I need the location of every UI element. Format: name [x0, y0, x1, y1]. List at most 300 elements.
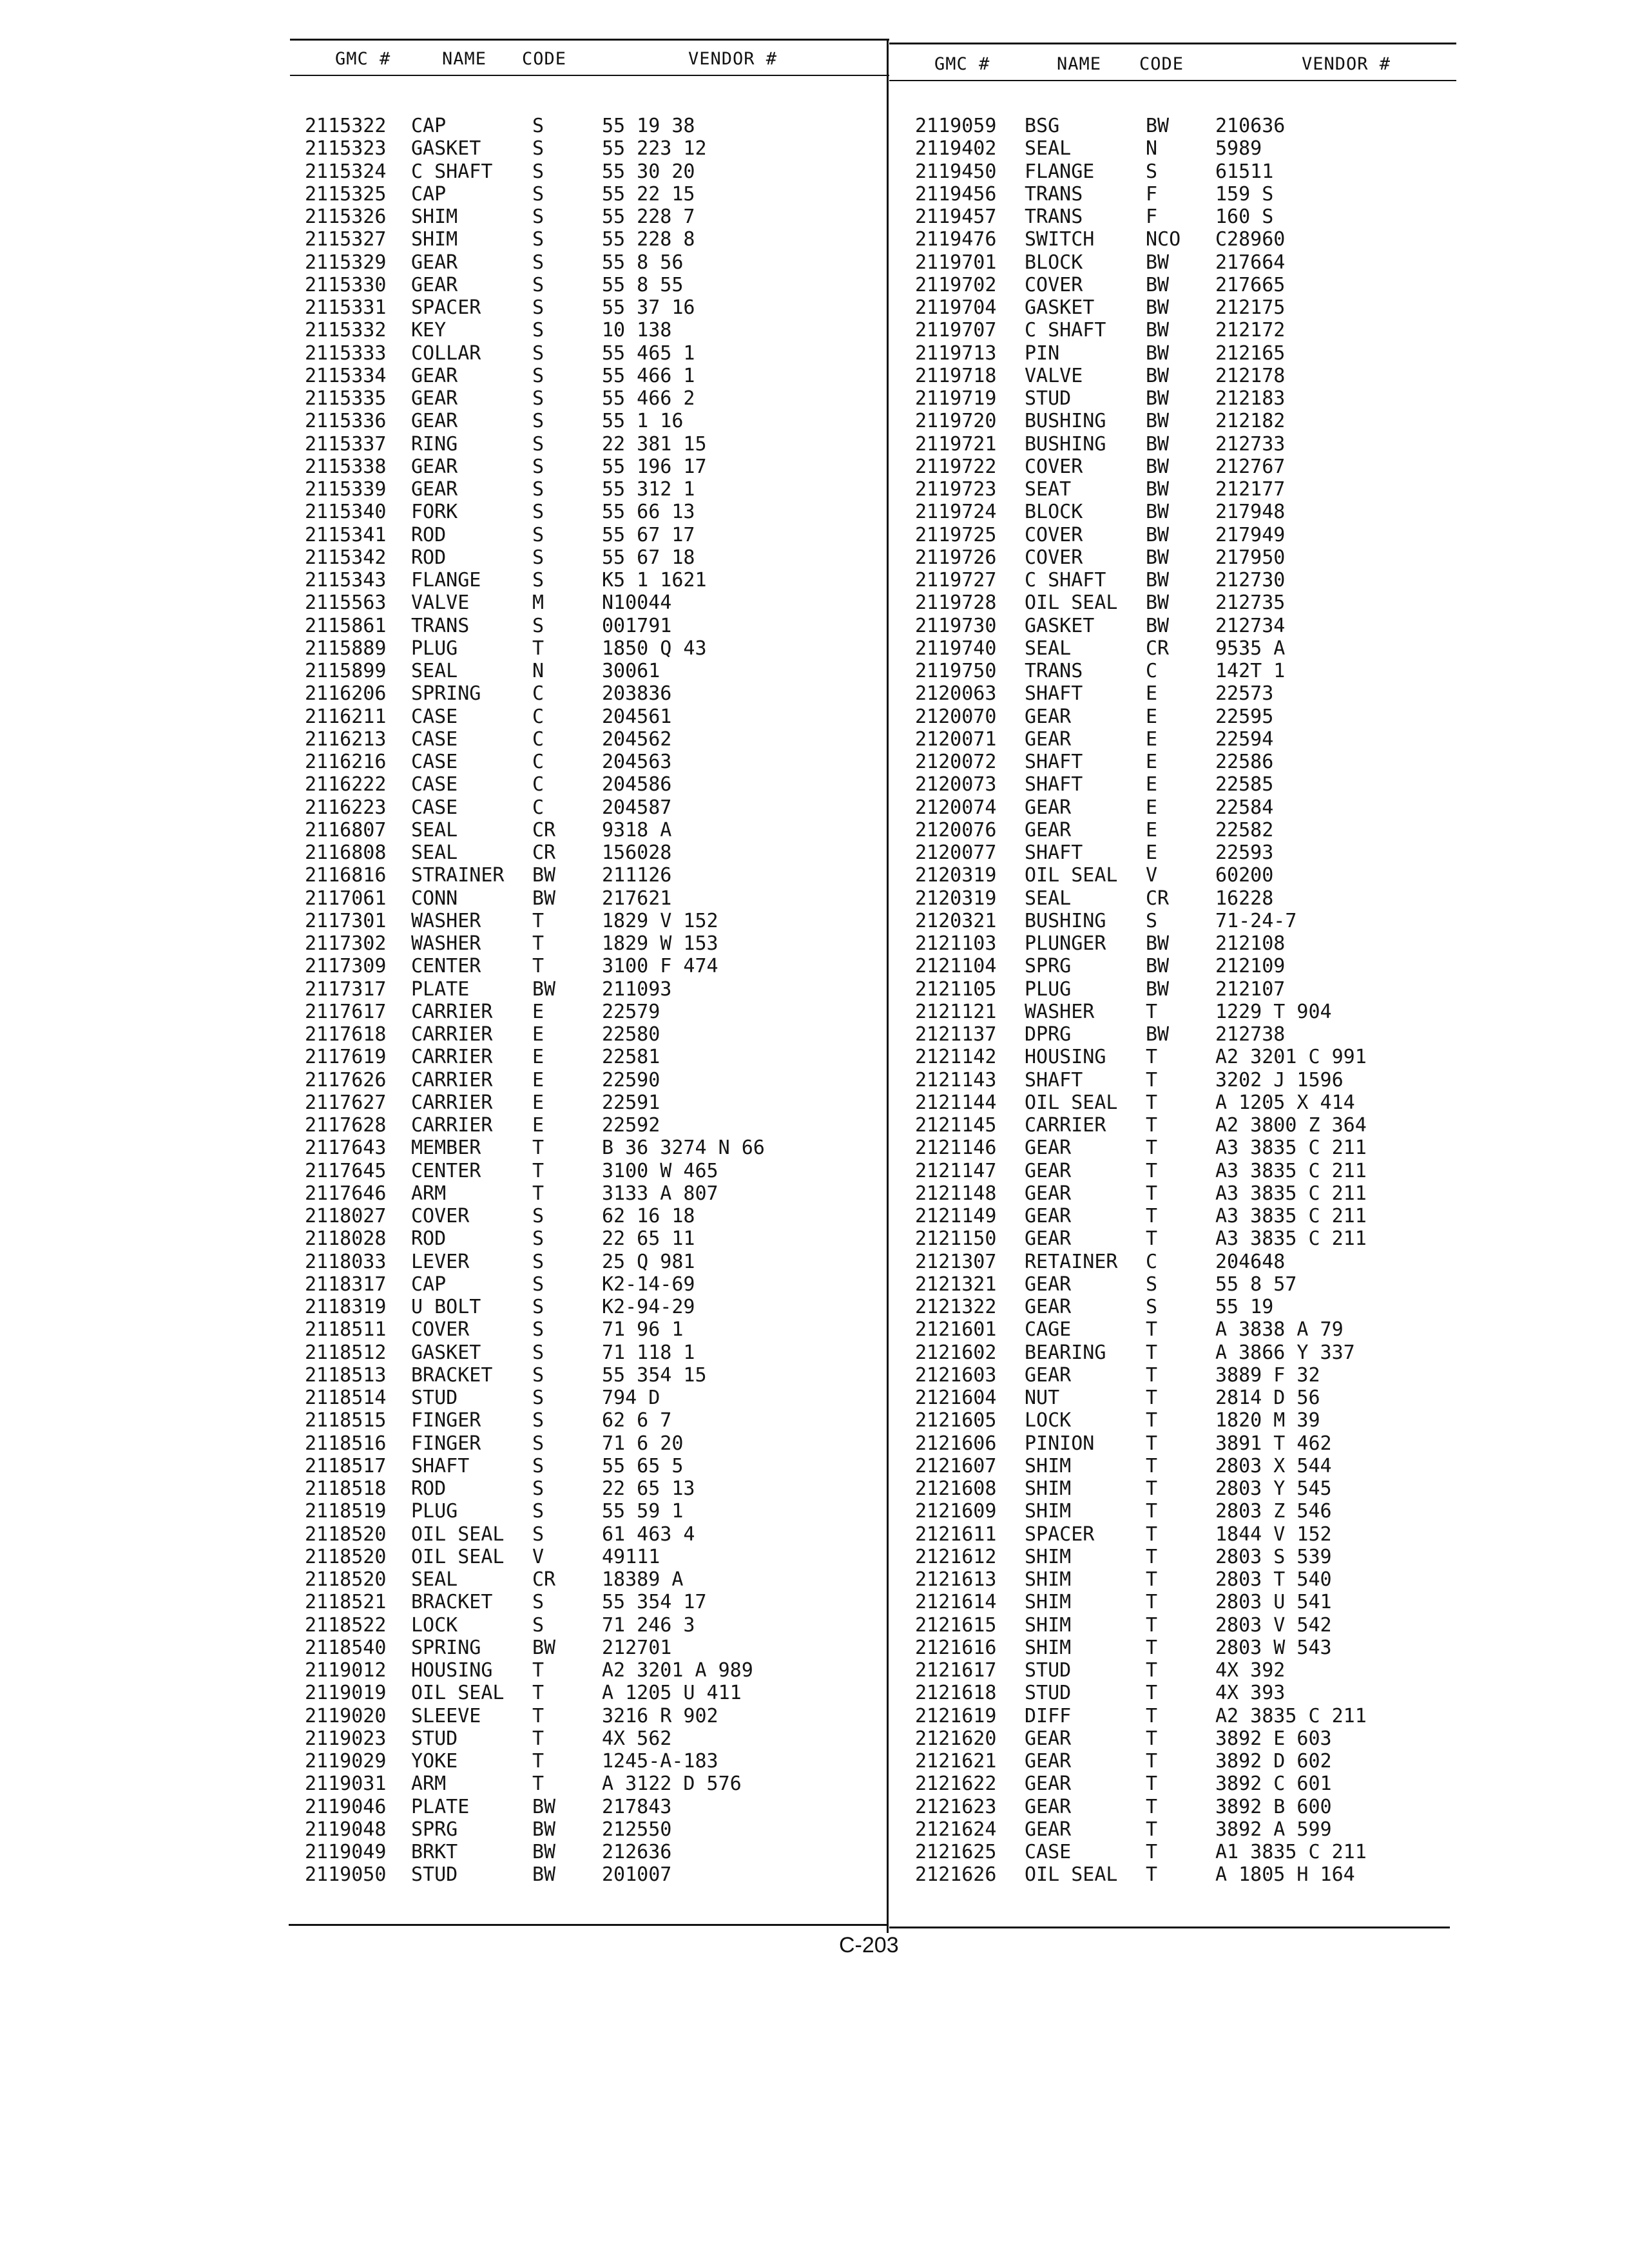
code: S [532, 523, 545, 546]
vendor-number: 22595 [1215, 705, 1274, 728]
part-row [0, 1387, 1629, 1409]
code: S [532, 1432, 545, 1455]
gmc-number: 2120071 [915, 727, 997, 751]
part-name: GEAR [1025, 818, 1072, 841]
part-name: BUSHING [1025, 432, 1106, 456]
part-name: SEAL [411, 841, 458, 864]
vendor-number: 2803 Z 546 [1215, 1500, 1332, 1523]
code: S [532, 1454, 545, 1477]
gmc-number: 2119750 [915, 660, 997, 682]
left-header-code: CODE [522, 49, 567, 69]
part-name: SEAL [411, 818, 458, 841]
vendor-number: 60200 [1215, 864, 1274, 887]
code: T [532, 1682, 545, 1705]
vendor-number: 22 65 13 [602, 1477, 695, 1500]
part-name: STUD [1025, 1682, 1072, 1705]
vendor-number: 212177 [1215, 478, 1286, 501]
code: BW [1146, 501, 1170, 524]
left-header-name: NAME [442, 49, 487, 69]
gmc-number: 2117628 [305, 1114, 387, 1137]
vendor-number: 217950 [1215, 546, 1286, 569]
part-row [0, 660, 1629, 682]
gmc-number: 2116223 [305, 796, 387, 819]
vendor-number: 3892 E 603 [1215, 1727, 1332, 1750]
part-name: SHIM [1025, 1636, 1072, 1659]
gmc-number: 2121104 [915, 955, 997, 978]
gmc-number: 2118027 [305, 1205, 387, 1227]
vendor-number: 212733 [1215, 432, 1286, 456]
gmc-number: 2119456 [915, 182, 997, 206]
vendor-number: 217664 [1215, 251, 1286, 274]
code: T [1146, 1795, 1158, 1818]
vendor-number: 22573 [1215, 682, 1274, 706]
gmc-number: 2121145 [915, 1114, 997, 1137]
part-name: FORK [411, 501, 458, 524]
gmc-number: 2121307 [915, 1250, 997, 1273]
vendor-number: 1829 W 153 [602, 932, 718, 955]
vendor-number: 204587 [602, 796, 672, 819]
vendor-number: 61 463 4 [602, 1523, 695, 1546]
part-row [0, 1160, 1629, 1182]
right-parts-list [0, 115, 1629, 1887]
code: S [532, 1250, 545, 1273]
part-name: TRANS [1025, 206, 1083, 228]
vendor-number: C28960 [1215, 228, 1286, 251]
code: BW [532, 887, 556, 910]
bottom-rule-right [889, 1927, 1450, 1928]
part-name: GASKET [411, 137, 481, 160]
gmc-number: 2117317 [305, 977, 387, 1001]
part-name: SHAFT [1025, 841, 1083, 864]
gmc-number: 2119023 [305, 1727, 387, 1750]
part-row [0, 387, 1629, 410]
gmc-number: 2119740 [915, 637, 997, 660]
code: BW [1146, 1023, 1170, 1046]
gmc-number: 2118522 [305, 1613, 387, 1637]
code: BW [1146, 591, 1170, 615]
gmc-number: 2117627 [305, 1091, 387, 1114]
vendor-number: 22586 [1215, 751, 1274, 773]
vendor-number: 203836 [602, 682, 672, 706]
code: S [532, 296, 545, 319]
gmc-number: 2119707 [915, 319, 997, 342]
vendor-number: 55 67 17 [602, 523, 695, 546]
gmc-number: 2118515 [305, 1409, 387, 1432]
part-row [0, 1477, 1629, 1500]
part-name: CENTER [411, 955, 481, 978]
part-name: SPRG [1025, 955, 1072, 978]
code: BW [1146, 955, 1170, 978]
code: BW [1146, 251, 1170, 274]
part-name: SHIM [411, 228, 458, 251]
part-name: OIL SEAL [1025, 591, 1118, 615]
part-name: PLUNGER [1025, 932, 1106, 955]
vendor-number: 22591 [602, 1091, 660, 1114]
code: E [1146, 773, 1158, 796]
part-row [0, 796, 1629, 819]
vendor-number: A3 3835 C 211 [1215, 1182, 1367, 1205]
part-name: SHIM [1025, 1591, 1072, 1614]
code: E [1146, 818, 1158, 841]
code: C [532, 682, 545, 706]
part-name: GEAR [1025, 727, 1072, 751]
code: T [532, 637, 545, 660]
gmc-number: 2116222 [305, 773, 387, 796]
vendor-number: 217665 [1215, 273, 1286, 296]
vendor-number: 55 196 17 [602, 455, 707, 478]
vendor-number: 22 381 15 [602, 432, 707, 456]
vendor-number: A 1805 H 164 [1215, 1863, 1355, 1887]
part-row [0, 1227, 1629, 1250]
code: T [532, 932, 545, 955]
code: T [1146, 1387, 1158, 1409]
code: T [1146, 1500, 1158, 1523]
part-name: BUSHING [1025, 410, 1106, 433]
code: S [532, 273, 545, 296]
part-name: BRACKET [411, 1591, 493, 1614]
code: CR [1146, 637, 1170, 660]
left-header-vendor: VENDOR # [688, 49, 778, 69]
gmc-number: 2121608 [915, 1477, 997, 1500]
part-row [0, 1205, 1629, 1227]
gmc-number: 2119730 [915, 614, 997, 637]
gmc-number: 2118518 [305, 1477, 387, 1500]
part-row [0, 1591, 1629, 1613]
part-row [0, 1273, 1629, 1296]
gmc-number: 2117626 [305, 1068, 387, 1091]
vendor-number: 22590 [602, 1068, 660, 1091]
part-name: BRKT [411, 1841, 458, 1863]
vendor-number: 1829 V 152 [602, 909, 718, 932]
vendor-number: 4X 392 [1215, 1659, 1286, 1682]
code: BW [1146, 387, 1170, 410]
code: T [1146, 1114, 1158, 1137]
header-rule-right [889, 80, 1456, 81]
code: E [532, 1114, 545, 1137]
code: BW [1146, 273, 1170, 296]
gmc-number: 2118516 [305, 1432, 387, 1455]
gmc-number: 2120072 [915, 751, 997, 773]
part-name: LOCK [1025, 1409, 1072, 1432]
vendor-number: 794 D [602, 1387, 660, 1409]
code: E [1146, 751, 1158, 773]
gmc-number: 2121143 [915, 1068, 997, 1091]
vendor-number: 9318 A [602, 818, 672, 841]
gmc-number: 2121614 [915, 1591, 997, 1614]
code: T [532, 955, 545, 978]
part-name: SPRING [411, 682, 481, 706]
code: S [532, 1341, 545, 1364]
part-row [0, 365, 1629, 387]
part-name: LOCK [411, 1613, 458, 1637]
code: M [532, 591, 545, 615]
code: S [532, 1409, 545, 1432]
part-name: SHIM [1025, 1545, 1072, 1568]
part-name: FLANGE [411, 569, 481, 591]
code: BW [1146, 341, 1170, 365]
gmc-number: 2118520 [305, 1568, 387, 1591]
gmc-number: 2119457 [915, 206, 997, 228]
part-name: PLUG [1025, 977, 1072, 1001]
vendor-number: 156028 [602, 841, 672, 864]
gmc-number: 2119402 [915, 137, 997, 160]
code: S [532, 1500, 545, 1523]
gmc-number: 2118540 [305, 1636, 387, 1659]
page-number: C-203 [839, 1933, 899, 1957]
gmc-number: 2121142 [915, 1046, 997, 1069]
vendor-number: 55 8 55 [602, 273, 684, 296]
vendor-number: A3 3835 C 211 [1215, 1205, 1367, 1227]
top-rule-right [889, 43, 1456, 44]
part-name: CASE [1025, 1841, 1072, 1863]
part-name: CARRIER [411, 1068, 493, 1091]
gmc-number: 2117643 [305, 1137, 387, 1160]
code: T [532, 1773, 545, 1796]
part-name: U BOLT [411, 1296, 481, 1318]
vendor-number: 55 228 7 [602, 206, 695, 228]
gmc-number: 2121607 [915, 1454, 997, 1477]
part-name: COLLAR [411, 341, 481, 365]
part-row [0, 342, 1629, 365]
gmc-number: 2119029 [305, 1750, 387, 1773]
code: S [532, 1318, 545, 1341]
part-row [0, 1409, 1629, 1432]
gmc-number: 2121146 [915, 1137, 997, 1160]
part-name: CENTER [411, 1159, 481, 1182]
part-row [0, 1750, 1629, 1773]
gmc-number: 2117061 [305, 887, 387, 910]
vendor-number: 62 6 7 [602, 1409, 672, 1432]
gmc-number: 2118517 [305, 1454, 387, 1477]
part-row [0, 137, 1629, 160]
part-name: SHIM [1025, 1454, 1072, 1477]
code: T [1146, 1863, 1158, 1887]
code: BW [532, 1818, 556, 1841]
vendor-number: 211126 [602, 864, 672, 887]
code: C [532, 727, 545, 751]
vendor-number: 49111 [602, 1545, 660, 1568]
gmc-number: 2118513 [305, 1363, 387, 1387]
vendor-number: 22584 [1215, 796, 1274, 819]
vendor-number: 2803 S 539 [1215, 1545, 1332, 1568]
gmc-number: 2119724 [915, 501, 997, 524]
gmc-number: 2121601 [915, 1318, 997, 1341]
code: S [532, 206, 545, 228]
part-name: COVER [1025, 523, 1083, 546]
part-name: GEAR [411, 410, 458, 433]
part-name: CASE [411, 727, 458, 751]
code: E [1146, 705, 1158, 728]
part-row [0, 864, 1629, 887]
gmc-number: 2120321 [915, 909, 997, 932]
gmc-number: 2119059 [915, 115, 997, 137]
code: BW [532, 1863, 556, 1887]
vendor-number: A 1205 X 414 [1215, 1091, 1355, 1114]
part-name: CARRIER [411, 1000, 493, 1023]
code: T [1146, 1409, 1158, 1432]
gmc-number: 2116816 [305, 864, 387, 887]
code: S [532, 1273, 545, 1296]
part-row [0, 1455, 1629, 1477]
part-name: SEAL [411, 1568, 458, 1591]
gmc-number: 2121149 [915, 1205, 997, 1227]
vendor-number: A3 3835 C 211 [1215, 1227, 1367, 1251]
vendor-number: 55 312 1 [602, 478, 695, 501]
code: T [1146, 1659, 1158, 1682]
vendor-number: 212734 [1215, 614, 1286, 637]
code: BW [1146, 478, 1170, 501]
vendor-number: 55 466 1 [602, 364, 695, 387]
part-name: COVER [411, 1205, 470, 1227]
part-name: SHAFT [1025, 682, 1083, 706]
gmc-number: 2119704 [915, 296, 997, 319]
part-name: RING [411, 432, 458, 456]
gmc-number: 2121322 [915, 1296, 997, 1318]
vendor-number: A 3838 A 79 [1215, 1318, 1344, 1341]
vendor-number: 4X 393 [1215, 1682, 1286, 1705]
part-row [0, 978, 1629, 1001]
vendor-number: A3 3835 C 211 [1215, 1159, 1367, 1182]
gmc-number: 2117646 [305, 1182, 387, 1205]
code: C [532, 796, 545, 819]
code: S [532, 1477, 545, 1500]
gmc-number: 2121612 [915, 1545, 997, 1568]
part-name: ARM [411, 1773, 447, 1796]
part-name: GEAR [1025, 1182, 1072, 1205]
part-row [0, 115, 1629, 137]
part-name: SHAFT [1025, 751, 1083, 773]
vendor-number: 1229 T 904 [1215, 1000, 1332, 1023]
code: BW [532, 1841, 556, 1863]
gmc-number: 2115332 [305, 319, 387, 342]
gmc-number: 2121609 [915, 1500, 997, 1523]
code: BW [1146, 432, 1170, 456]
code: T [532, 909, 545, 932]
code: T [1146, 1182, 1158, 1205]
gmc-number: 2121616 [915, 1636, 997, 1659]
vendor-number: 22593 [1215, 841, 1274, 864]
part-row [0, 501, 1629, 523]
part-row [0, 1137, 1629, 1159]
vendor-number: 204562 [602, 727, 672, 751]
gmc-number: 2119701 [915, 251, 997, 274]
code: T [1146, 1227, 1158, 1251]
vendor-number: 1245-A-183 [602, 1750, 718, 1773]
part-row [0, 706, 1629, 728]
vendor-number: 55 465 1 [602, 341, 695, 365]
part-name: RETAINER [1025, 1250, 1118, 1273]
vendor-number: 3892 D 602 [1215, 1750, 1332, 1773]
part-row [0, 591, 1629, 614]
gmc-number: 2118519 [305, 1500, 387, 1523]
part-name: GEAR [1025, 796, 1072, 819]
part-name: PLATE [411, 977, 470, 1001]
code: T [1146, 1159, 1158, 1182]
gmc-number: 2115335 [305, 387, 387, 410]
code: T [532, 1659, 545, 1682]
vendor-number: 55 59 1 [602, 1500, 684, 1523]
code: C [1146, 1250, 1158, 1273]
code: N [1146, 137, 1158, 160]
code: T [1146, 1454, 1158, 1477]
vendor-number: 22592 [602, 1114, 660, 1137]
gmc-number: 2119476 [915, 228, 997, 251]
code: S [532, 569, 545, 591]
vendor-number: 3216 R 902 [602, 1704, 718, 1727]
code: BW [1146, 523, 1170, 546]
vendor-number: 30061 [602, 660, 660, 682]
vendor-number: 22585 [1215, 773, 1274, 796]
part-name: SWITCH [1025, 228, 1095, 251]
part-row [0, 274, 1629, 296]
vendor-number: 16228 [1215, 887, 1274, 910]
vendor-number: 212550 [602, 1818, 672, 1841]
vendor-number: 3889 F 32 [1215, 1363, 1320, 1387]
vendor-number: 71 6 20 [602, 1432, 684, 1455]
right-header-gmc: GMC # [934, 54, 990, 74]
vendor-number: 212735 [1215, 591, 1286, 615]
gmc-number: 2118511 [305, 1318, 387, 1341]
part-name: SHIM [1025, 1568, 1072, 1591]
part-name: DPRG [1025, 1023, 1072, 1046]
gmc-number: 2120076 [915, 818, 997, 841]
gmc-number: 2119718 [915, 364, 997, 387]
gmc-number: 2121619 [915, 1704, 997, 1727]
vendor-number: 22581 [602, 1046, 660, 1069]
code: S [532, 546, 545, 569]
vendor-number: K5 1 1621 [602, 569, 707, 591]
vendor-number: 55 8 56 [602, 251, 684, 274]
gmc-number: 2115861 [305, 614, 387, 637]
code: T [1146, 1818, 1158, 1841]
part-name: C SHAFT [1025, 569, 1106, 591]
part-row [0, 615, 1629, 637]
code: C [532, 705, 545, 728]
vendor-number: 55 19 [1215, 1296, 1274, 1318]
part-row [0, 1318, 1629, 1341]
gmc-number: 2119046 [305, 1795, 387, 1818]
code: BW [532, 1636, 556, 1659]
vendor-number: 212767 [1215, 455, 1286, 478]
part-name: CASE [411, 773, 458, 796]
code: T [1146, 1841, 1158, 1863]
part-row [0, 1500, 1629, 1523]
vendor-number: 212172 [1215, 319, 1286, 342]
gmc-number: 2121103 [915, 932, 997, 955]
part-name: BUSHING [1025, 909, 1106, 932]
gmc-number: 2121602 [915, 1341, 997, 1364]
code: CR [532, 841, 556, 864]
part-row [0, 1114, 1629, 1137]
part-row [0, 955, 1629, 977]
gmc-number: 2121611 [915, 1523, 997, 1546]
gmc-number: 2118521 [305, 1591, 387, 1614]
vendor-number: 22579 [602, 1000, 660, 1023]
part-name: GEAR [1025, 1296, 1072, 1318]
part-row [0, 1341, 1629, 1364]
gmc-number: 2118028 [305, 1227, 387, 1251]
vendor-number: 55 354 17 [602, 1591, 707, 1614]
part-name: CASE [411, 751, 458, 773]
vendor-number: 71 118 1 [602, 1341, 695, 1364]
vendor-number: 22582 [1215, 818, 1274, 841]
vendor-number: 22580 [602, 1023, 660, 1046]
gmc-number: 2121605 [915, 1409, 997, 1432]
part-name: STUD [1025, 1659, 1072, 1682]
part-row [0, 228, 1629, 251]
vendor-number: 18389 A [602, 1568, 684, 1591]
code: S [532, 137, 545, 160]
